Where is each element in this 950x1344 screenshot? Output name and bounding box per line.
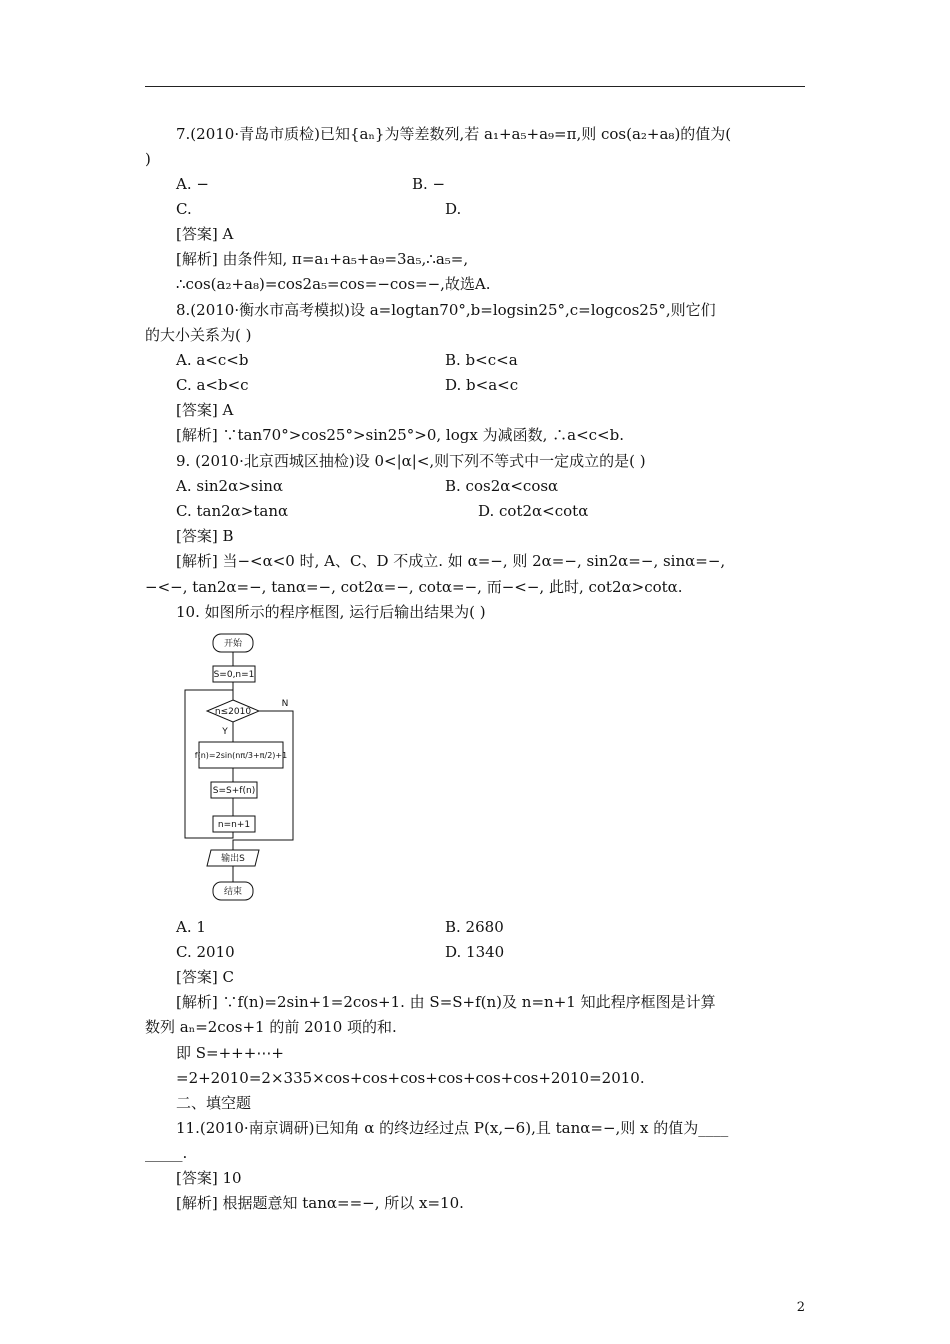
text-line: D. 1340 [445, 943, 505, 961]
text-line: 9. (2010·北京西城区抽检)设 0<|α|<,则下列不等式中一定成立的是( ) [176, 452, 646, 470]
text-line: ) [145, 150, 151, 168]
text-line: 8.(2010·衡水市高考模拟)设 a=logtan70°,b=logsin25°,c=logcos25°,则它们 [176, 301, 716, 319]
text-line: 7.(2010·青岛市质检)已知{aₙ}为等差数列,若 a₁+a₅+a₉=π,则 cos(a₂+a₈)的值为( [176, 125, 732, 143]
text-line: [答案] C [176, 968, 234, 986]
text-line: −<−, tan2α=−, tanα=−, cot2α=−, cotα=−, 而−<−, 此时, cot2α>cotα. [145, 578, 683, 596]
text-line: [解析] ∵tan70°>cos25°>sin25°>0, logx 为减函数, ∴a<c<b. [176, 426, 624, 444]
flow-start: 开始 [223, 639, 243, 649]
text-line: [答案] A [176, 401, 234, 419]
text-line: [解析] 当−<α<0 时, A、C、D 不成立. 如 α=−, 则 2α=−, sin2α=−, sinα=−, [176, 552, 726, 570]
text-line: _____. [145, 1144, 188, 1162]
text-line: A. 1 [176, 918, 206, 936]
text-line: C. a<b<c [176, 376, 249, 394]
text-line: A. − [176, 175, 209, 193]
flow-init: S=0,n=1 [213, 670, 255, 680]
text-line: [答案] A [176, 225, 234, 243]
text-line: A. sin2α>sinα [176, 477, 284, 495]
text-line: 10. 如图所示的程序框图, 运行后输出结果为( ) [176, 603, 486, 621]
flow-no-label: N [281, 699, 289, 709]
text-line: B. 2680 [445, 918, 504, 936]
page-number: 2 [796, 1300, 805, 1315]
text-line: 即 S=+++⋯+ [176, 1044, 284, 1062]
header-rule [145, 86, 805, 87]
text-line: [解析] 由条件知, π=a₁+a₅+a₉=3a₅,∴a₅=, [176, 250, 469, 268]
text-line: D. cot2α<cotα [478, 502, 589, 520]
text-line: C. [176, 200, 192, 218]
text-line: B. − [412, 175, 446, 193]
flow-condition: n≤2010 [214, 707, 252, 717]
flow-end: 结束 [223, 887, 243, 897]
flow-output: 输出S [221, 854, 245, 864]
text-line: A. a<c<b [176, 351, 249, 369]
text-line: B. cos2α<cosα [445, 477, 559, 495]
text-line: [答案] B [176, 527, 234, 545]
text-line: =2+2010=2×335×cos+cos+cos+cos+cos+cos+2010=2010. [176, 1069, 645, 1087]
text-line: 二、填空题 [176, 1094, 252, 1112]
text-line: C. 2010 [176, 943, 235, 961]
text-line: D. [445, 200, 462, 218]
flow-function: f(n)=2sin(nπ/3+π/2)+1 [194, 751, 288, 760]
text-line: ∴cos(a₂+a₈)=cos2a₅=cos=−cos=−,故选A. [176, 275, 491, 293]
text-line: C. tan2α>tanα [176, 502, 289, 520]
flow-yes-label: Y [222, 727, 228, 737]
flow-sum: S=S+f(n) [212, 786, 256, 796]
text-line: [解析] ∵f(n)=2sin+1=2cos+1. 由 S=S+f(n)及 n=n+1 知此程序框图是计算 [176, 993, 716, 1011]
text-line: B. b<c<a [445, 351, 518, 369]
text-line: 11.(2010·南京调研)已知角 α 的终边经过点 P(x,−6),且 tanα=−,则 x 的值为____ [176, 1119, 729, 1137]
text-line: 数列 aₙ=2cos+1 的前 2010 项的和. [145, 1018, 397, 1036]
program-flowchart [175, 630, 315, 910]
flow-increment: n=n+1 [217, 820, 251, 830]
text-line: [答案] 10 [176, 1169, 242, 1187]
text-line: D. b<a<c [445, 376, 519, 394]
text-line: 的大小关系为( ) [145, 326, 252, 344]
text-line: [解析] 根据题意知 tanα==−, 所以 x=10. [176, 1194, 464, 1212]
